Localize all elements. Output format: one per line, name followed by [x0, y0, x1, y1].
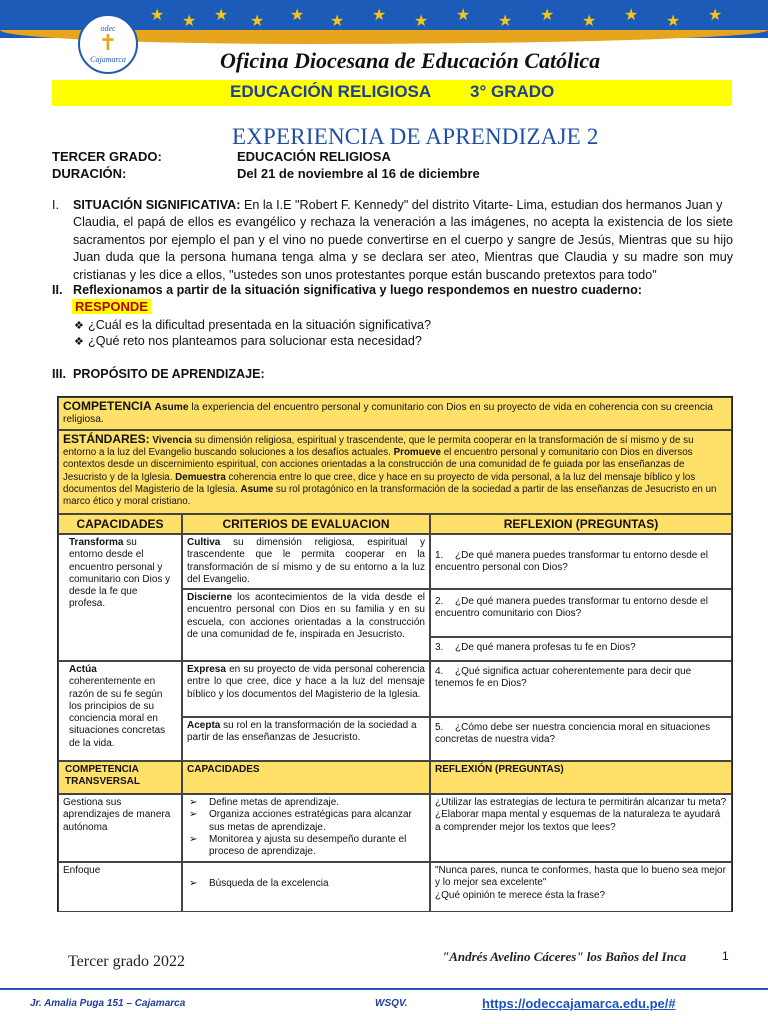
logo-subtext: Cajamarca [90, 55, 126, 64]
estandar-verb: Asume [240, 483, 274, 495]
header-criterios: CRITERIOS DE EVALUACION [182, 514, 430, 534]
section-number: I. [52, 198, 59, 212]
star-icon: ★ [182, 13, 197, 30]
question-item [74, 318, 431, 332]
criterio-verb: Acepta [187, 720, 221, 731]
transversal-reflexion: ¿Utilizar las estrategias de lectura te permitirán alcanzar tu meta? ¿Elaborar mapa mental y esquemas de la naturaleza te ayudará a comprender mejor los textos que lees? [430, 794, 732, 862]
list-item [189, 878, 425, 890]
section-number: III. [52, 367, 66, 381]
star-icon: ★ [372, 7, 387, 24]
question-text: ¿Cuál es la dificultad presentada en la situación significativa? [88, 318, 432, 332]
capacidad-item: Define metas de aprendizaje. [209, 797, 340, 808]
logo-text: odec [100, 24, 116, 33]
criterio-acepta [182, 717, 430, 761]
star-icon: ★ [456, 7, 471, 24]
reflexion-text: ¿De qué manera puedes transformar tu entorno desde el encuentro personal con Dios? [435, 550, 708, 574]
section-3-text: PROPÓSITO DE APRENDIZAJE: [73, 367, 265, 381]
criterio-cultiva [182, 534, 430, 589]
estandar-verb: Demuestra [175, 471, 226, 483]
subject-label: EDUCACIÓN RELIGIOSA [230, 82, 432, 101]
reflexion-item [430, 661, 732, 717]
meta-value: EDUCACIÓN RELIGIOSA [237, 149, 391, 164]
capacidad-transforma [58, 534, 182, 661]
reflexion-number: 5. [435, 722, 444, 733]
footer-school: "Andrés Avelino Cáceres" los Baños del Inca [442, 949, 687, 964]
diamond-bullet-icon: ❖ [74, 335, 84, 348]
question-item [74, 334, 422, 348]
capacidad-actua [58, 661, 182, 761]
estandares-label: ESTÁNDARES: [63, 432, 150, 446]
criterio-text: en su proyecto de vida personal coherencia entre lo que cree, dice y hace a la luz del mensaje bíblico y los documentos del Magisterio de la Iglesia. [187, 664, 425, 700]
arrow-bullet-icon: ➢ [189, 833, 198, 845]
grade-label: 3° GRADO [470, 82, 555, 101]
estandar-verb: Vivencia [152, 435, 192, 446]
section-2-text: Reflexionamos a partir de la situación significativa y luego respondemos en nuestro cuaderno: [73, 283, 642, 297]
criterio-text: su dimensión religiosa, espiritual y trascendente que le permita cooperar en la transformación de sí mismo y de su entorno a la luz del Evangelio. [187, 537, 425, 585]
star-icon: ★ [330, 13, 345, 30]
arrow-bullet-icon: ➢ [189, 797, 198, 808]
reflexion-number: 2. [435, 596, 444, 607]
enfoque-reflexion: "Nunca pares, nunca te conformes, hasta que lo bueno sea mejor y lo mejor sea excelente" ¿Qué opinión te merece ésta la frase? [430, 862, 732, 912]
section-label: SITUACIÓN SIGNIFICATIVA: [73, 198, 241, 212]
header-transversal-capacidades: CAPACIDADES [182, 761, 430, 794]
star-icon: ★ [214, 7, 229, 24]
transversal-capacidades [182, 794, 430, 862]
star-icon: ★ [582, 13, 597, 30]
enfoque-label: Enfoque [58, 862, 182, 912]
star-icon: ★ [498, 13, 513, 30]
page-number: 1 [722, 949, 729, 963]
enfoque-capacidad [182, 862, 430, 912]
competencia-label: COMPETENCIA [63, 399, 152, 413]
capacidad-item: Organiza acciones estratégicas para alcanzar sus metas de aprendizaje. [209, 809, 412, 833]
responde-label: RESPONDE [72, 299, 151, 314]
diamond-bullet-icon: ❖ [74, 319, 84, 332]
situation-paragraph [52, 197, 733, 215]
question-text: ¿Qué reto nos planteamos para solucionar esta necesidad? [88, 334, 422, 348]
capacidad-verb: Actúa [69, 664, 97, 675]
star-icon: ★ [250, 13, 265, 30]
competencia-text: la experiencia del encuentro personal y comunitario con Dios en su proyecto de vida en coherencia con su creencia religiosa. [63, 402, 713, 426]
footer-address: Jr. Amalia Puga 151 – Cajamarca [30, 998, 186, 1009]
arrow-bullet-icon: ➢ [189, 878, 198, 889]
odec-logo [78, 14, 138, 74]
reflexion-item [430, 589, 732, 637]
competencia-cell [58, 397, 732, 430]
header-competencia-transversal: COMPETENCIA TRANSVERSAL [58, 761, 182, 794]
criterio-text: su rol en la transformación de la sociedad a partir de las enseñanzas de Jesucristo. [187, 720, 417, 744]
list-item [189, 797, 425, 809]
document-title: EXPERIENCIA DE APRENDIZAJE 2 [232, 124, 599, 149]
star-icon: ★ [150, 7, 165, 24]
header-reflexion: REFLEXION (PREGUNTAS) [430, 514, 732, 534]
criterio-verb: Expresa [187, 664, 226, 675]
star-icon: ★ [290, 7, 305, 24]
reflexion-number: 4. [435, 666, 444, 677]
learning-purpose-table [57, 396, 733, 912]
reflexion-text: ¿Qué significa actuar coherentemente para decir que tenemos fe en Dios? [435, 666, 692, 690]
criterio-expresa [182, 661, 430, 717]
star-icon: ★ [708, 7, 723, 24]
star-icon: ★ [540, 7, 555, 24]
reflexion-number: 1. [435, 550, 444, 561]
office-title: Oficina Diocesana de Educación Católica [220, 48, 601, 73]
website-link[interactable]: https://odeccajamarca.edu.pe/# [482, 996, 676, 1011]
estandar-text: coherencia entre lo que cree, dice y hace en su proyecto de vida personal, a la luz del mensaje bíblico y los documentos del Magisterio de la Iglesia. [63, 471, 696, 495]
estandar-text: su dimensión religiosa, espiritual y trascendente, que le permita cooperar en la transformación de sí mismo y de su entorno a la luz del Evangelio buscando soluciones a los desafíos actuales. [63, 435, 694, 459]
reflexion-text: ¿De qué manera puedes transformar tu entorno desde el encuentro comunitario con Dios? [435, 596, 708, 620]
criterio-verb: Cultiva [187, 537, 221, 548]
enfoque-text: Búsqueda de la excelencia [209, 878, 329, 889]
estandares-cell [58, 430, 732, 514]
estandar-text: el encuentro personal y comunitario con Dios en diversos contextos desde un discernimiento espiritual, con acciones orientadas a la construcción de una comunidad de fe guiada por las enseñanzas de Jesucristo y de la Iglesia. [63, 447, 693, 483]
footer-bar [0, 994, 768, 1024]
footer-divider [0, 988, 768, 990]
cross-icon: ✝ [98, 31, 118, 56]
reflexion-text: ¿De qué manera profesas tu fe en Dios? [455, 642, 636, 653]
reflexion-item [430, 637, 732, 661]
list-item [189, 834, 425, 859]
estandar-verb: Promueve [393, 447, 441, 459]
header-transversal-reflexion: REFLEXIÓN (PREGUNTAS) [430, 761, 732, 794]
capacidad-verb: Transforma [69, 537, 124, 548]
meta-key: TERCER GRADO: [52, 149, 162, 164]
footer-grade: Tercer grado 2022 [68, 953, 186, 970]
star-icon: ★ [666, 13, 681, 30]
capacidad-item: Monitorea y ajusta su desempeño durante el proceso de aprendizaje. [209, 833, 407, 858]
star-icon: ★ [624, 7, 639, 24]
footer-wsqv: WSQV. [375, 998, 408, 1009]
situation-line1: En la I.E "Robert F. Kennedy" del distrito Vitarte- Lima, estudian dos hermanos Juan y [240, 198, 723, 212]
meta-key: DURACIÓN: [52, 166, 127, 181]
subject-banner [52, 80, 732, 106]
header-capacidades: CAPACIDADES [58, 514, 182, 534]
criterio-verb: Discierne [187, 592, 233, 603]
arrow-bullet-icon: ➢ [189, 809, 198, 821]
meta-value: Del 21 de noviembre al 16 de diciembre [237, 166, 480, 181]
reflexion-number: 3. [435, 642, 444, 653]
criterio-text: los acontecimientos de la vida desde el encuentro personal con Dios en su familia y en su escuela, con acciones orientadas a la construcción de una comunidad de fe, inspirada en Jesucristo. [187, 592, 425, 640]
section-number: II. [52, 283, 63, 297]
star-icon: ★ [414, 13, 429, 30]
reflexion-item [430, 717, 732, 761]
estandar-text: su rol protagónico en la transformación de la sociedad a partir de las enseñanzas de Jesucristo en un marco ético y moral cristiano. [63, 483, 717, 508]
reflexion-item [430, 534, 732, 589]
list-item [189, 809, 425, 834]
capacidad-text: su entorno desde el encuentro personal y comunitario con Dios y desde la fe que profesa. [69, 537, 171, 610]
reflexion-text: ¿Cómo debe ser nuestra conciencia moral en situaciones concretas de nuestra vida? [435, 722, 711, 746]
situation-text: Claudia, el papá de ellos es evangélico y rechaza la veneración a las imágenes, no acepta la existencia de los siete sacramentos por ejemplo el pan y el vino no puede convertirse en el cuerpo y sangre de Jesús, Mientras que su hijo Juan duda que la persona humana tenga alma y se declara ser ateo, Mientras que Claudia y su madre son muy cristianas y les dice a ellos, "ustedes son unos protestantes porque están buscando pretextos para todo" [73, 215, 733, 282]
transversal-competencia: Gestiona sus aprendizajes de manera autónoma [58, 794, 182, 862]
criterio-discierne [182, 589, 430, 661]
competencia-verb: Asume [154, 402, 189, 413]
capacidad-text: coherentemente en razón de su fe según los principios de su conciencia moral en situaciones concretas de la vida. [69, 676, 166, 749]
